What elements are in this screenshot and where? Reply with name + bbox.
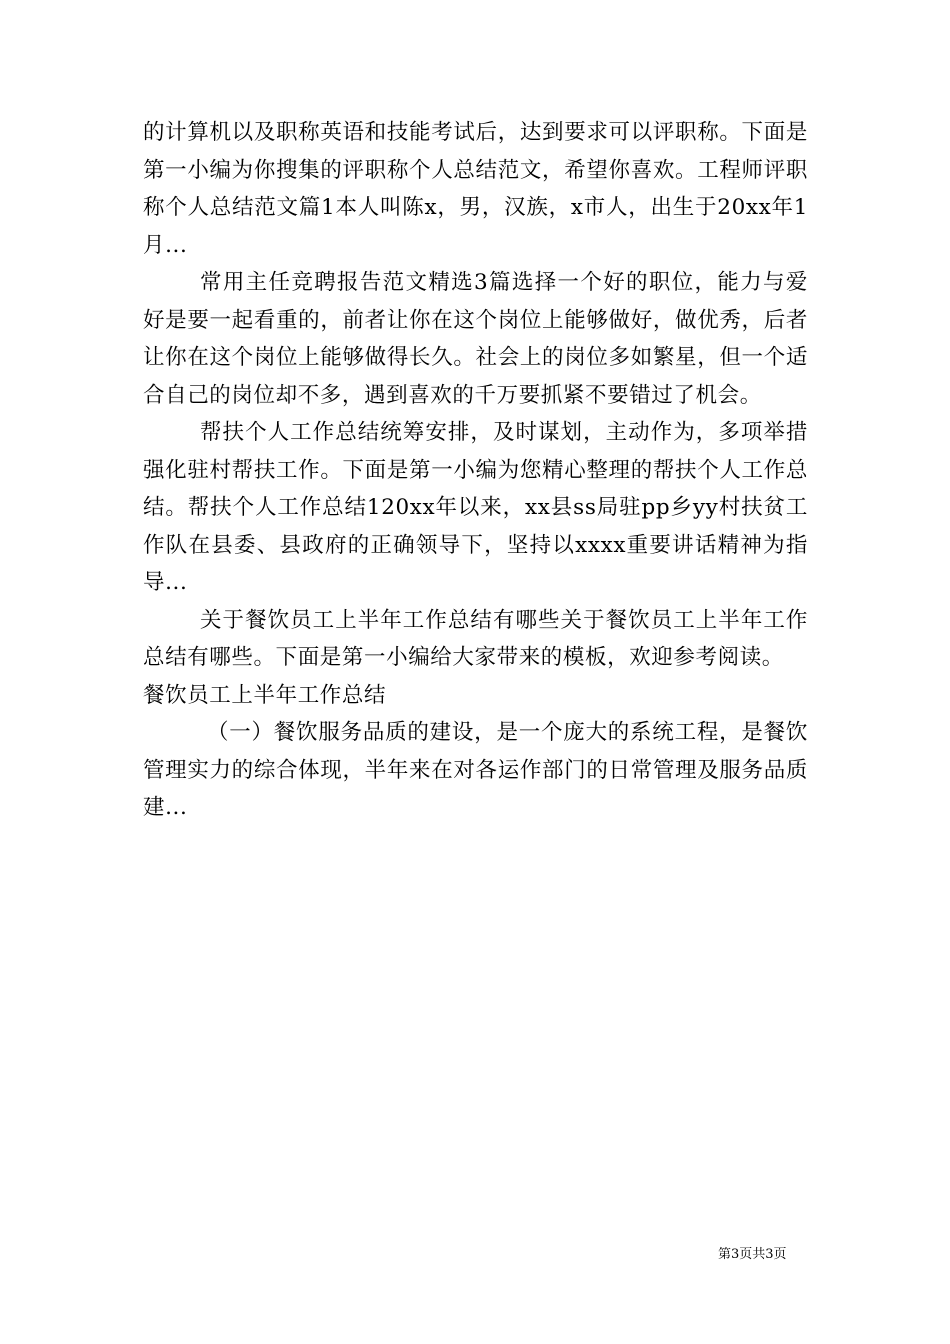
paragraph-catering-title: 餐饮员工上半年工作总结 <box>143 682 387 708</box>
paragraph-continuation: 的计算机以及职称英语和技能考试后，达到要求可以评职称。下面是第一小编为你搜集的评职称个人总结范文，希望你喜欢。工程师评职称个人总结范文篇1本人叫陈x，男，汉族，x市人，出生于20xx年1月... <box>143 120 808 258</box>
page-number-footer: 第3页共3页 <box>718 1247 787 1262</box>
paragraph-catering-section-one: （一）餐饮服务品质的建设，是一个庞大的系统工程，是餐饮管理实力的综合体现，半年来在对各运作部门的日常管理及服务品质建... <box>143 720 808 820</box>
paragraph-assistance-summary: 帮扶个人工作总结统筹安排，及时谋划，主动作为，多项举措强化驻村帮扶工作。下面是第一小编为您精心整理的帮扶个人工作总结。帮扶个人工作总结120xx年以来，xx县ss局驻pp乡yy村扶贫工作队在县委、县政府的正确领导下，坚持以xxxx重要讲话精神为指导... <box>143 420 808 595</box>
paragraph-director-speech: 常用主任竞聘报告范文精选3篇选择一个好的职位，能力与爱好是要一起看重的，前者让你在这个岗位上能够做好，做优秀，后者让你在这个岗位上能够做得长久。社会上的岗位多如繁星，但一个适合自己的岗位却不多，遇到喜欢的千万要抓紧不要错过了机会。 <box>143 270 808 408</box>
paragraph-catering-intro: 关于餐饮员工上半年工作总结有哪些关于餐饮员工上半年工作总结有哪些。下面是第一小编给大家带来的模板，欢迎参考阅读。 <box>143 607 808 670</box>
document-body <box>143 114 808 827</box>
